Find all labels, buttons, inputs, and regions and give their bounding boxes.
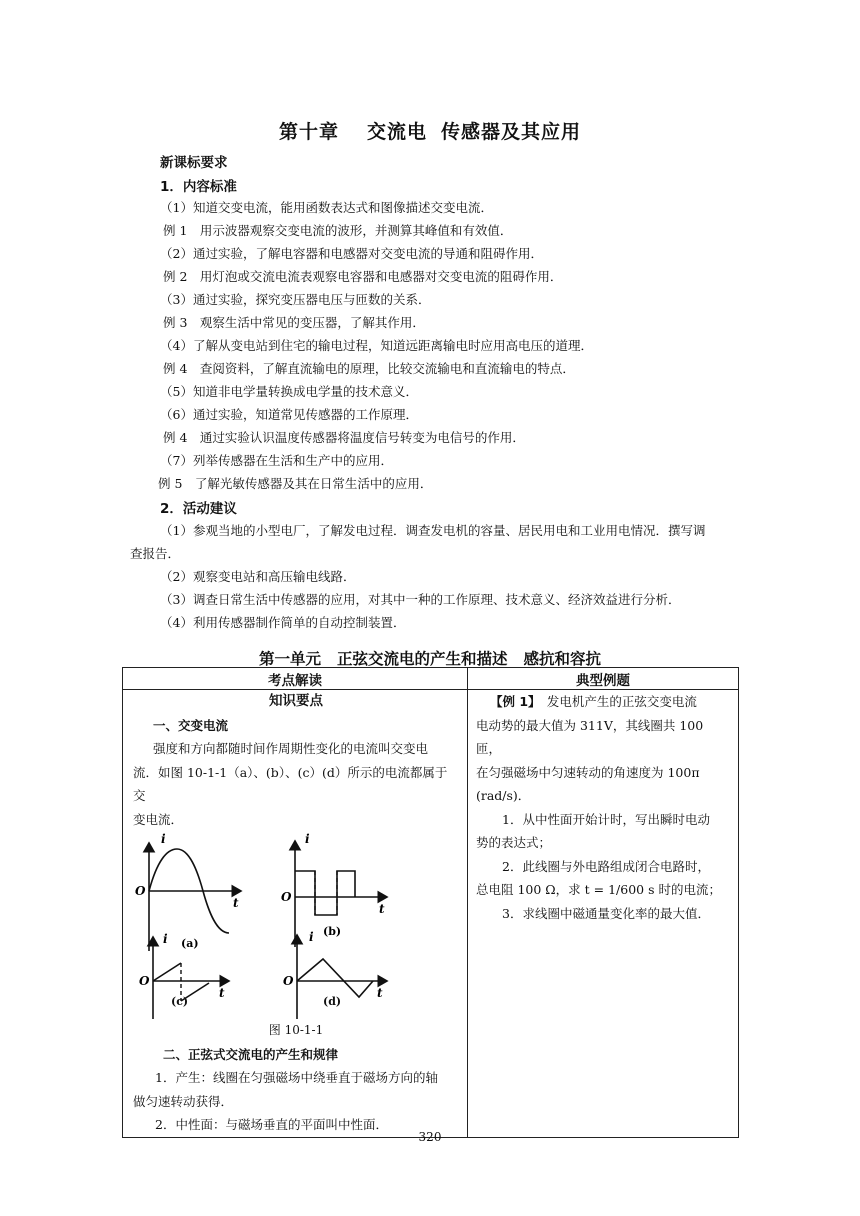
- chapter-title: [0, 117, 860, 144]
- axis-i-label: i: [305, 832, 310, 846]
- origin-label: O: [281, 890, 292, 904]
- question-line: 3．求线圈中磁通量变化率的最大值．: [502, 905, 710, 921]
- standard-line: （1）知道交变电流，能用函数表达式和图像描述交变电流．: [160, 200, 493, 215]
- standard-line: （2）通过实验，了解电容器和电感器对交变电流的导通和阻碍作用．: [160, 246, 543, 261]
- question-line: 势的表达式；: [476, 835, 552, 850]
- unit-table: [122, 667, 739, 1138]
- figure-caption: 图 10-1-1: [268, 1023, 324, 1037]
- activity-line: 查报告．: [130, 546, 181, 561]
- graph-label-c: (c): [171, 995, 189, 1008]
- unit-title: [0, 647, 860, 669]
- standard-line: 例 1 用示波器观察交变电流的波形，并测算其峰值和有效值．: [163, 223, 513, 238]
- example-line: 发电机产生的正弦交变电流: [546, 694, 697, 709]
- graph-label-b: (b): [323, 925, 342, 938]
- axis-i-label: i: [309, 930, 314, 944]
- activity-line: （1）参观当地的小型电厂，了解发电过程．调查发电机的容量、居民用电和工业用电情况．撰写调: [160, 523, 706, 538]
- standard-line: （4）了解从变电站到住宅的输电过程，知道远距离输电时应用高电压的道理．: [160, 338, 593, 353]
- standard-line: 例 4 查阅资料，了解直流输电的原理，比较交流输电和直流输电的特点．: [163, 361, 575, 376]
- standard-line: 例 4 通过实验认识温度传感器将温度信号转变为电信号的作用．: [163, 430, 525, 445]
- paragraph-line: 2．中性面：与磁场垂直的平面叫中性面．: [155, 1117, 388, 1132]
- question-line: 2．此线圈与外电路组成闭合电路时，: [502, 858, 710, 874]
- knowledge-points-title: 知识要点: [269, 693, 323, 709]
- standard-line: （5）知道非电学量转换成电学量的技术意义．: [160, 384, 418, 399]
- chapter-topic-2: 传感器及其应用: [441, 121, 582, 143]
- standard-line: 例 5 了解光敏传感器及其在日常生活中的应用．: [158, 476, 433, 491]
- unit-topic-2: 感抗和容抗: [523, 650, 602, 668]
- question-line: 总电阻 100 Ω，求 t = 1/600 s 时的电流；: [476, 882, 721, 897]
- analysis-cell: [123, 690, 468, 1138]
- content-standard-heading: 1．内容标准: [160, 179, 237, 195]
- graph-label-a: (a): [181, 937, 199, 950]
- standard-line: 例 2 用灯泡或交流电流表观察电容器和电感器对交变电流的阻碍作用．: [163, 269, 563, 284]
- axis-i-label: i: [161, 832, 166, 846]
- axis-t-label: t: [219, 986, 225, 1000]
- axis-t-label: t: [379, 902, 385, 916]
- section-heading-sine: 二、正弦式交流电的产生和规律: [163, 1046, 339, 1062]
- col-header-examples: 典型例题: [468, 668, 739, 690]
- figure-10-1-1: [123, 831, 467, 1019]
- example-label: 【例 1】: [490, 694, 535, 709]
- origin-label: O: [283, 974, 294, 988]
- example-line: (rad/s)．: [476, 788, 531, 803]
- page-number: 320: [418, 1130, 442, 1144]
- example-line: 在匀强磁场中匀速转动的角速度为 100π: [476, 764, 700, 780]
- graph-b: [281, 832, 387, 947]
- activity-line: （2）观察变电站和高压输电线路．: [160, 569, 356, 584]
- activity-line: （4）利用传感器制作简单的自动控制装置．: [160, 615, 406, 630]
- paragraph-line: 流．如图 10-1-1（a）、(b）、(c）(d）所示的电流都属于交: [133, 764, 448, 803]
- origin-label: O: [139, 974, 150, 988]
- standard-line: （7）列举传感器在生活和生产中的应用．: [160, 453, 393, 468]
- axis-i-label: i: [163, 932, 168, 946]
- graph-label-d: (d): [323, 995, 342, 1008]
- standard-line: （3）通过实验，探究变压器电压与匝数的关系．: [160, 292, 431, 307]
- paragraph-line: 变电流．: [133, 811, 184, 827]
- origin-label: O: [135, 884, 146, 898]
- col-header-analysis: 考点解读: [123, 668, 468, 690]
- waveform-figure: [123, 831, 467, 1019]
- example-line: 电动势的最大值为 311V，其线圈共 100 匝，: [476, 717, 704, 756]
- examples-cell: [468, 690, 739, 1138]
- paragraph-line: 做匀速转动获得．: [133, 1093, 234, 1109]
- chapter-number: 第十章: [278, 121, 339, 143]
- graph-a: [135, 832, 241, 951]
- unit-topic-1: 正弦交流电的产生和描述: [336, 650, 508, 668]
- paragraph-line: 强度和方向都随时间作周期性变化的电流叫交变电: [153, 741, 429, 756]
- activity-heading: 2．活动建议: [160, 501, 237, 517]
- chapter-topic-1: 交流电: [366, 121, 427, 143]
- question-line: 1．从中性面开始计时，写出瞬时电动: [502, 811, 710, 827]
- section-heading-ac: 一、交变电流: [153, 717, 229, 733]
- standard-line: （6）通过实验，知道常见传感器的工作原理．: [160, 407, 418, 422]
- standard-line: 例 3 观察生活中常见的变压器，了解其作用．: [163, 315, 425, 330]
- paragraph-line: 1．产生：线圈在匀强磁场中绕垂直于磁场方向的轴: [155, 1070, 438, 1085]
- activity-line: （3）调查日常生活中传感器的应用，对其中一种的工作原理、技术意义、经济效益进行分析．: [160, 592, 681, 607]
- axis-t-label: t: [233, 896, 239, 910]
- unit-number: 第一单元: [258, 650, 321, 668]
- axis-t-label: t: [377, 986, 383, 1000]
- standards-heading: 新课标要求: [160, 155, 228, 171]
